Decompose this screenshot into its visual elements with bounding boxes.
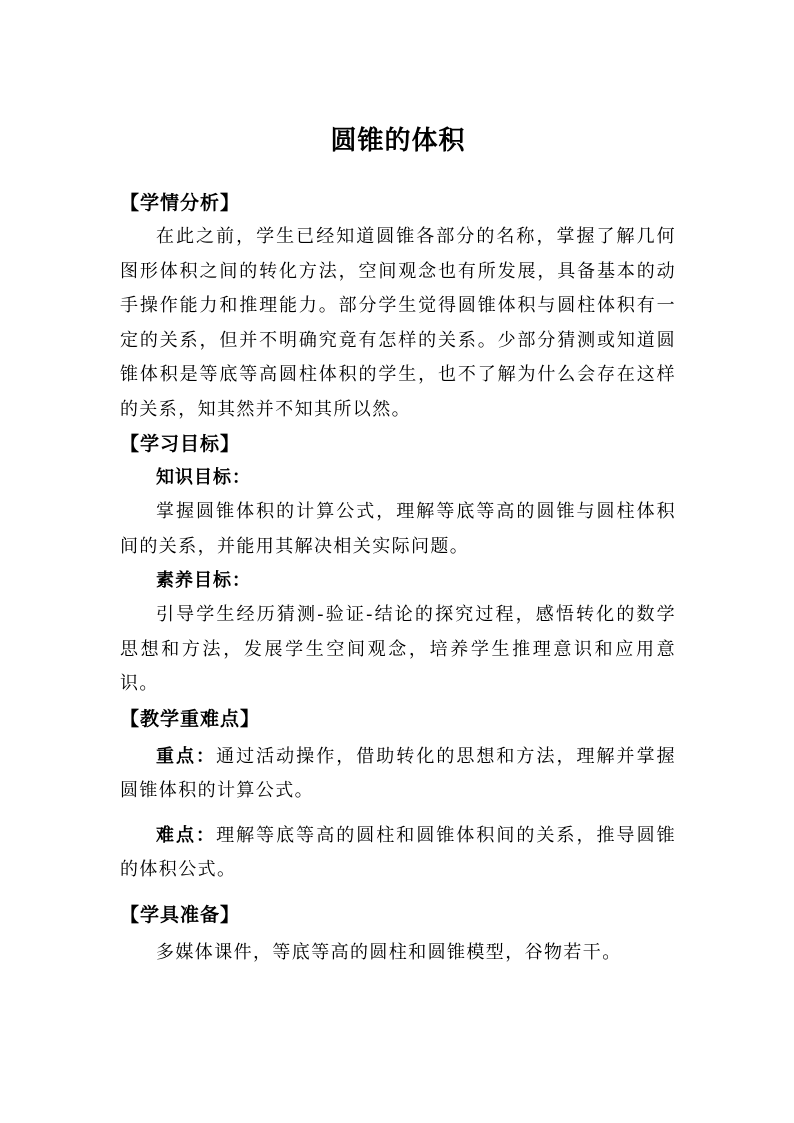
key-point-paragraph xyxy=(120,740,676,809)
section-heading-learner-analysis: 【学情分析】 xyxy=(120,192,241,214)
key-point-text: 通过活动操作，借助转化的思想和方法，理解并掌握圆锥体积的计算公式。 xyxy=(120,745,676,801)
section-heading-key-difficult-points: 【教学重难点】 xyxy=(120,707,261,730)
knowledge-goal-label: 知识目标： xyxy=(156,467,251,488)
key-point-label: 重点： xyxy=(156,745,217,767)
literacy-goal-text: 引导学生经历猜测-验证-结论的探究过程，感悟转化的数学思想和方法，发展学生空间观念，培养学生推理意识和应用意识。 xyxy=(120,604,676,694)
materials-paragraph: 多媒体课件，等底等高的圆柱和圆锥模型，谷物若干。 xyxy=(156,941,622,963)
difficult-point-label: 难点： xyxy=(156,824,217,846)
learner-analysis-paragraph: 在此之前，学生已经知道圆锥各部分的名称，掌握了解几何图形体积之间的转化方法，空间观念也有所发展，具备基本的动手操作能力和推理能力。部分学生觉得圆锥体积与圆柱体积有一定的关系，但并不明确究竟有怎样的关系。少部分猜测或知道圆锥体积是等底等高圆柱体积的学生，也不了解为什么会存在这样的关系，知其然并不知其所以然。 xyxy=(120,226,676,420)
knowledge-goal-text: 掌握圆锥体积的计算公式，理解等底等高的圆锥与圆柱体积间的关系，并能用其解决相关实际问题。 xyxy=(120,501,676,557)
section-heading-learning-goals: 【学习目标】 xyxy=(120,433,241,455)
literacy-goal-label: 素养目标： xyxy=(156,570,251,591)
difficult-point-paragraph xyxy=(120,819,676,888)
document-title: 圆锥的体积 xyxy=(330,126,466,156)
difficult-point-text: 理解等底等高的圆柱和圆锥体积间的关系，推导圆锥的体积公式。 xyxy=(120,824,676,880)
section-heading-materials: 【学具准备】 xyxy=(120,903,241,926)
document-page xyxy=(120,118,676,970)
